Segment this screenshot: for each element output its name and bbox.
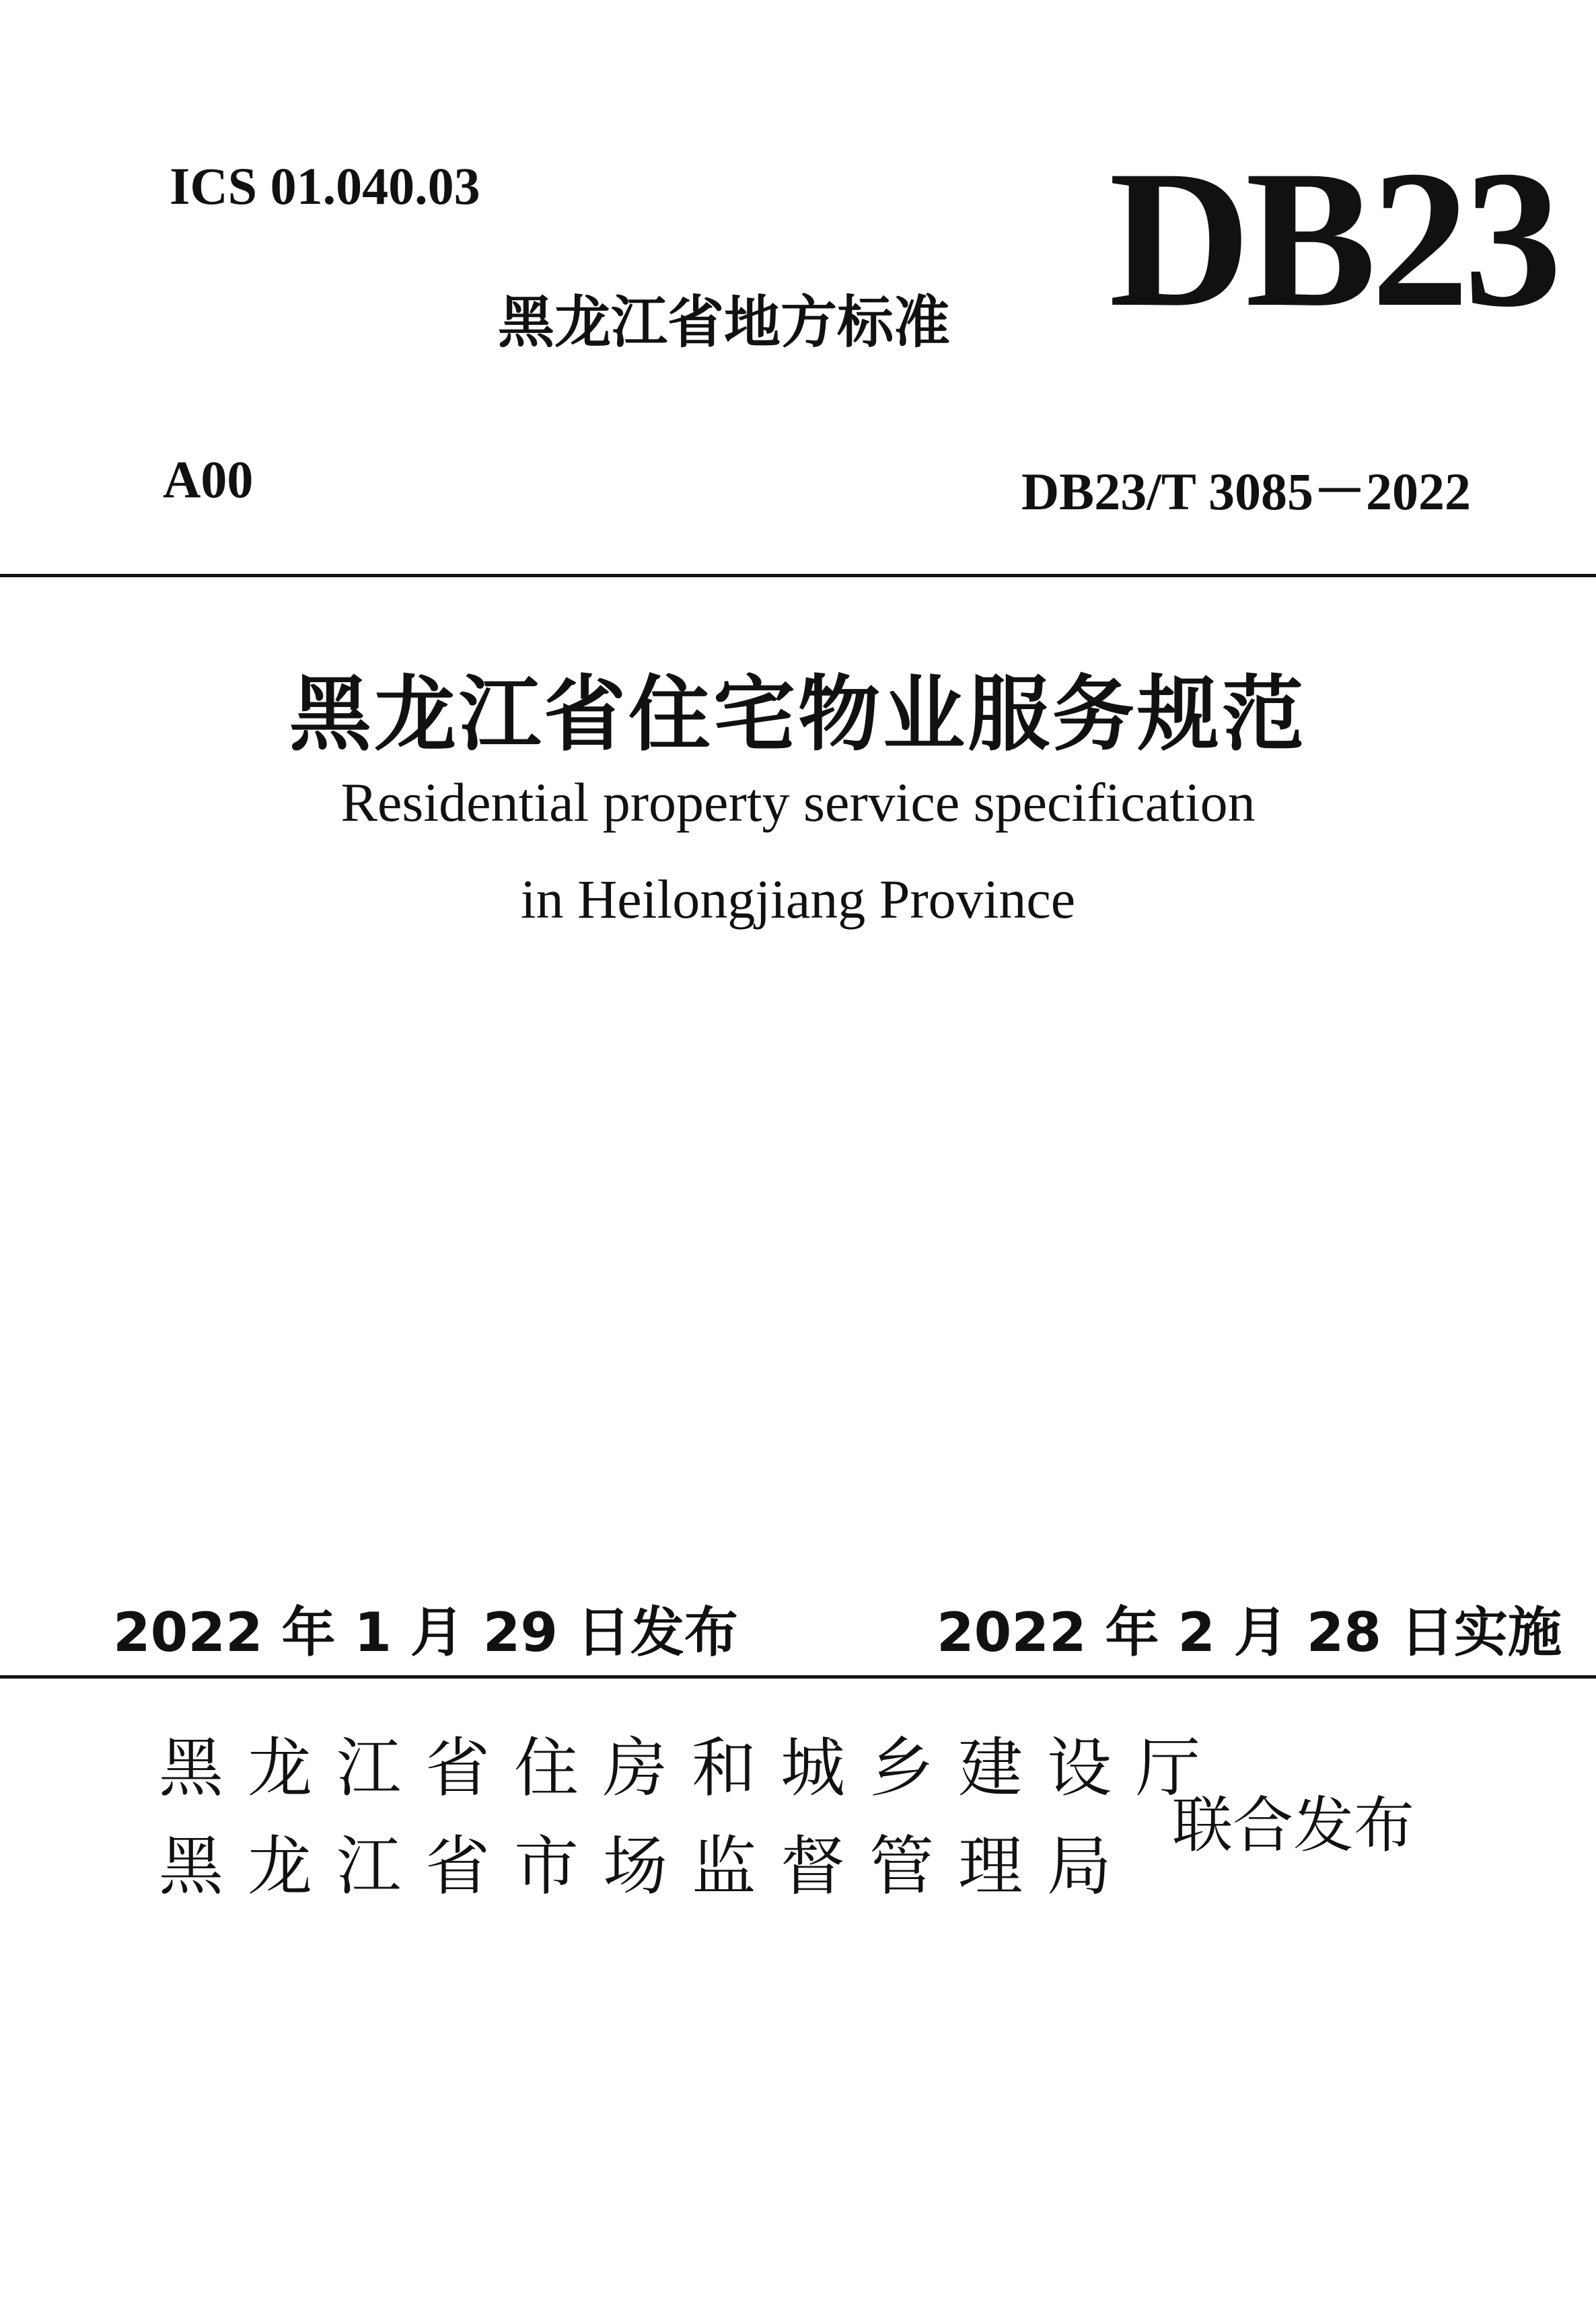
standard-number: DB23/T 3085－2022 (1021, 462, 1471, 521)
joint-issue-label: 联合发布 (1172, 1790, 1414, 1861)
publish-date: 2022 年 1 月 29 日发布 (113, 1601, 738, 1664)
ics-code: ICS 01.040.03 (170, 157, 480, 215)
document-title-chinese: 黑龙江省住宅物业服务规范 (289, 667, 1307, 762)
implement-date: 2022 年 2 月 28 日实施 (937, 1601, 1562, 1664)
classification-code: A00 (163, 450, 254, 509)
top-divider (0, 574, 1596, 577)
db-code-logo: DB23 (1109, 131, 1557, 348)
bottom-divider (0, 1675, 1596, 1679)
standard-type-label: 黑龙江省地方标准 (498, 289, 951, 355)
issuer-housing-department: 黑龙江省住房和城乡建设厅 (159, 1730, 1225, 1806)
document-title-english-line2: in Heilongjiang Province (520, 869, 1076, 930)
issuer-market-regulation-bureau: 黑龙江省市场监督管理局 (159, 1829, 1136, 1904)
document-title-english-line1: Residential property service specification (340, 772, 1256, 833)
